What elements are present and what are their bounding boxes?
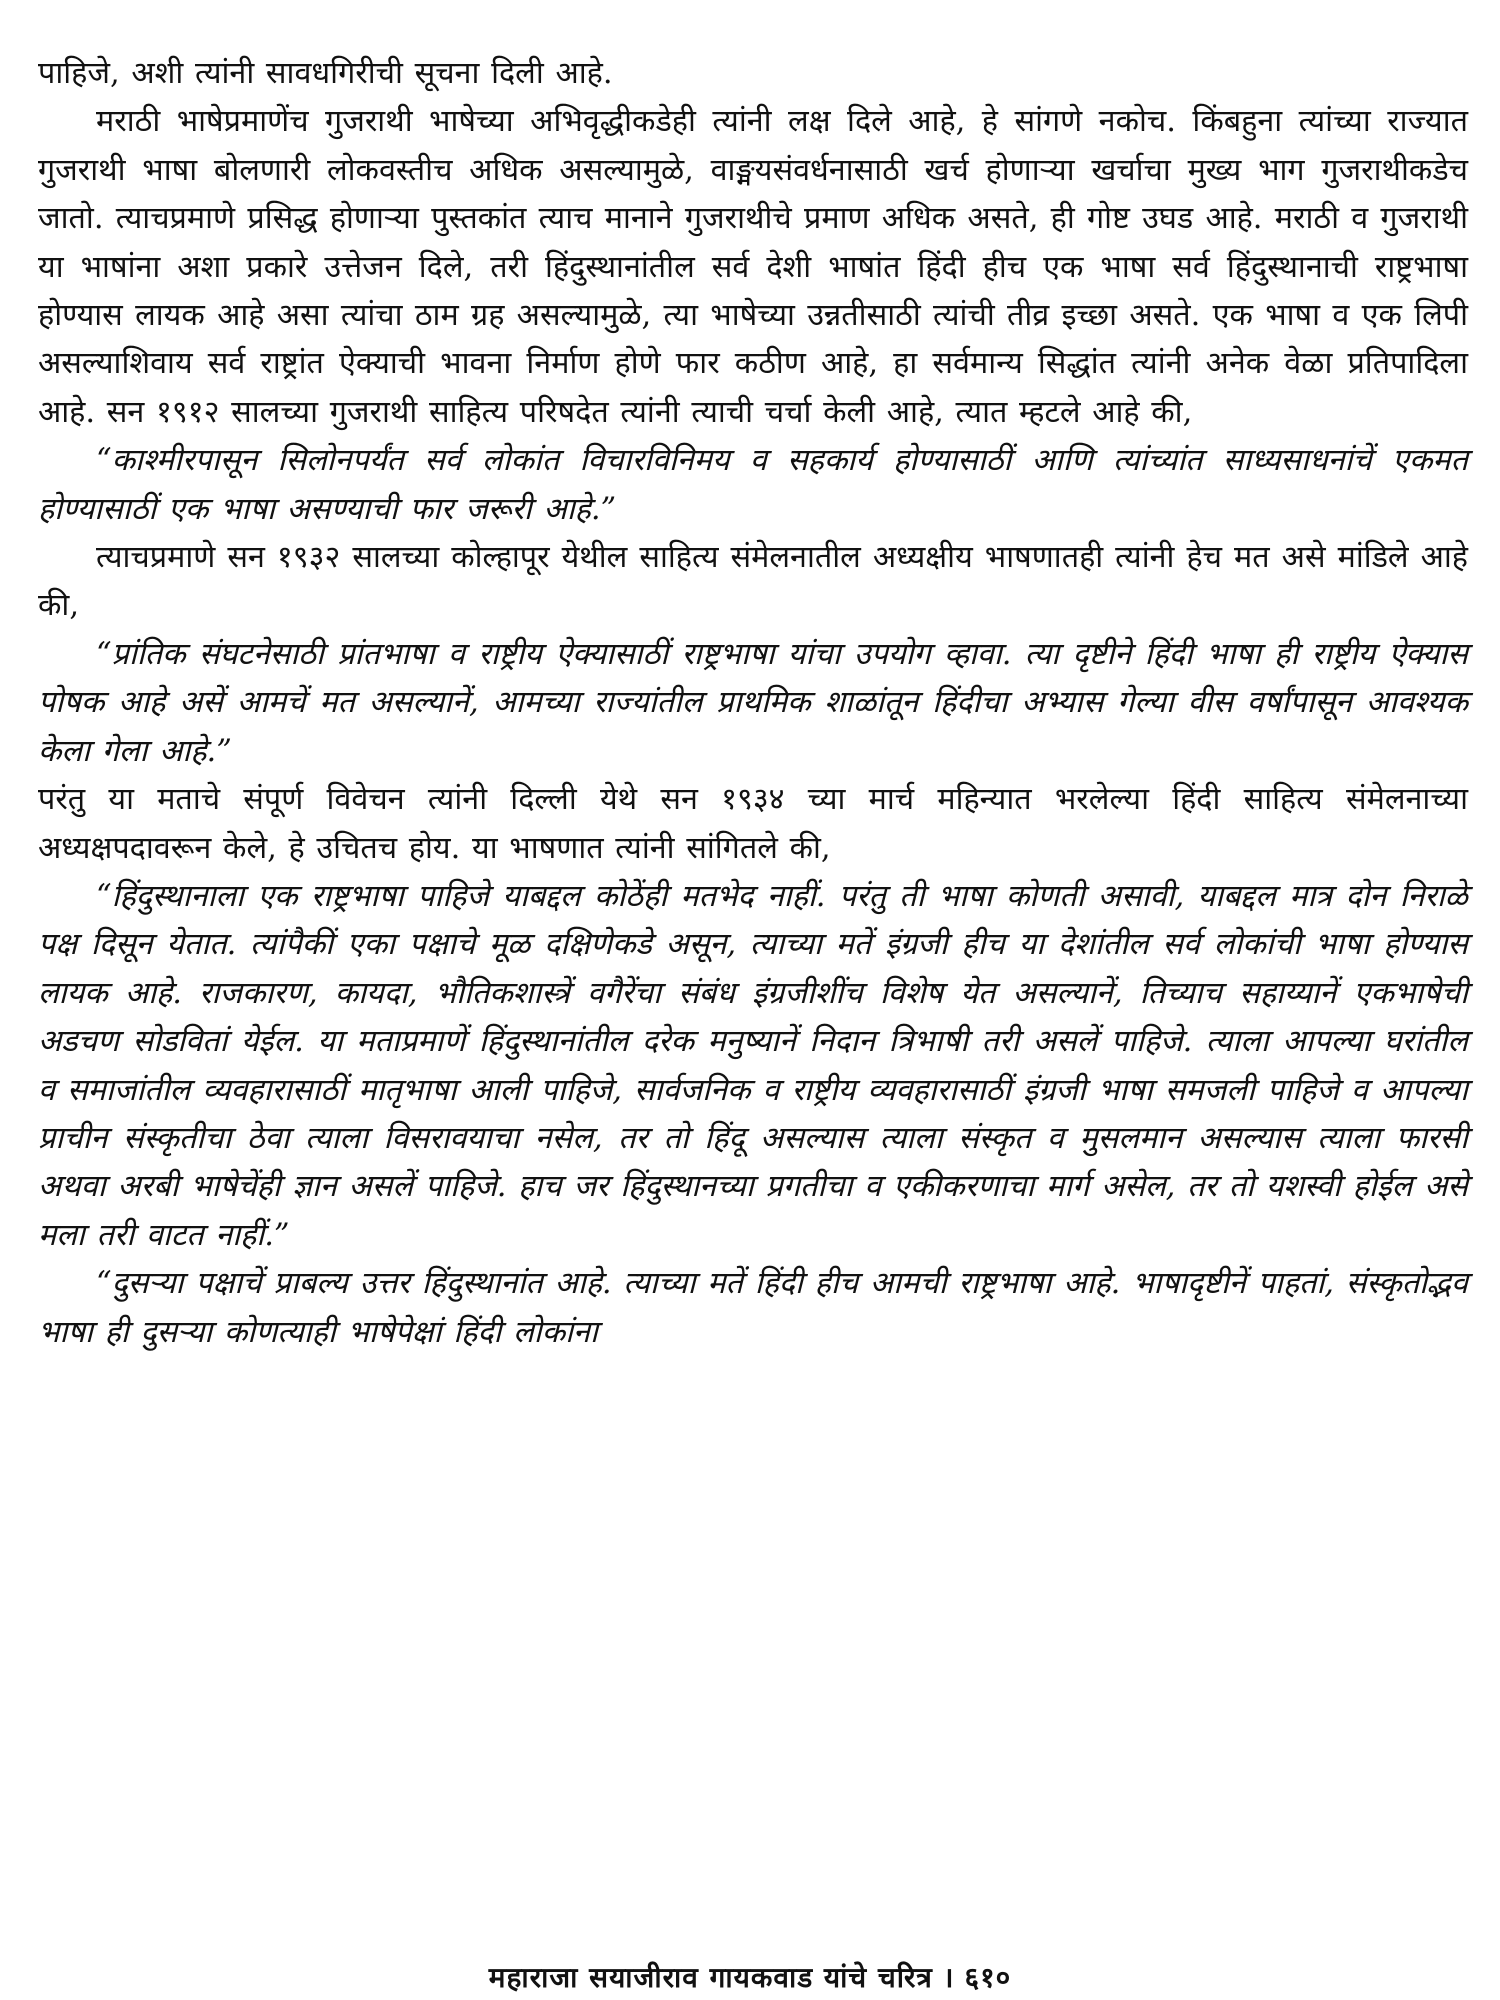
page-body (38, 50, 1468, 1357)
footer-separator: । (942, 1961, 955, 1994)
paragraph-continuation: पाहिजे, अशी त्यांनी सावधगिरीची सूचना दिली आहे. (38, 56, 613, 91)
paragraph-1934-delhi: परंतु या मताचे संपूर्ण विवेचन त्यांनी दिल्ली येथे सन १९३४ च्या मार्च महिन्यात भरलेल्या हिंदी साहित्य संमेलनाच्या अध्यक्षपदावरून केले, हे उचितच होय. या भाषणात त्यांनी सांगितले की, (38, 782, 1468, 866)
quote-1912: “काश्मीरपासून सिलोनपर्यंत सर्व लोकांत विचारविनिमय व सहकार्य होण्यासाठीं आणि त्यांच्यांत साध्यसाधनांचें एकमत होण्यासाठीं एक भाषा असण्याची फार जरूरी आहे.” (38, 443, 1468, 527)
paragraph-1932-kolhapur: त्याचप्रमाणे सन १९३२ सालच्या कोल्हापूर येथील साहित्य संमेलनातील अध्यक्षीय भाषणातही त्यांनी हेच मत असे मांडिले आहे की, (38, 540, 1468, 624)
page-footer (0, 1958, 1500, 1996)
quote-1934-second-party: “दुसऱ्या पक्षाचें प्राबल्य उत्तर हिंदुस्थानांत आहे. त्याच्या मतें हिंदी हीच आमची राष्ट्रभाषा आहे. भाषादृष्टीनें पाहतां, संस्कृतोद्भव भाषा ही दुसऱ्या कोणत्याही भाषेपेक्षां हिंदी लोकांना (38, 1266, 1468, 1350)
paragraph-gujarati-hindi: मराठी भाषेप्रमाणेंच गुजराथी भाषेच्या अभिवृद्धीकडेही त्यांनी लक्ष दिले आहे, हे सांगणे नकोच. किंबहुना त्यांच्या राज्यात गुजराथी भाषा बोलणारी लोकवस्तीच अधिक असल्यामुळे, वाङ्मयसंवर्धनासाठी खर्च होणाऱ्या खर्चाचा मुख्य भाग गुजराथीकडेच जातो. त्याचप्रमाणे प्रसिद्ध होणाऱ्या पुस्तकांत त्याच मानाने गुजराथीचे प्रमाण अधिक असते, ही गोष्ट उघड आहे. मराठी व गुजराथी या भाषांना अशा प्रकारे उत्तेजन दिले, तरी हिंदुस्थानांतील सर्व देशी भाषांत हिंदी हीच एक भाषा सर्व हिंदुस्थानाची राष्ट्रभाषा होण्यास लायक आहे असा त्यांचा ठाम ग्रह असल्यामुळे, त्या भाषेच्या उन्नतीसाठी त्यांची तीव्र इच्छा असते. एक भाषा व एक लिपी असल्याशिवाय सर्व राष्ट्रांत ऐक्याची भावना निर्माण होणे फार कठीण आहे, हा सर्वमान्य सिद्धांत त्यांनी अनेक वेळा प्रतिपादिला आहे. सन १९१२ सालच्या गुजराथी साहित्य परिषदेत त्यांनी त्याची चर्चा केली आहे, त्यात म्हटले आहे की, (38, 104, 1468, 430)
quote-1934-first-party: “हिंदुस्थानाला एक राष्ट्रभाषा पाहिजे याबद्दल कोठेंही मतभेद नाहीं. परंतु ती भाषा कोणती असावी, याबद्दल मात्र दोन निराळे पक्ष दिसून येतात. त्यांपैकीं एका पक्षाचे मूळ दक्षिणेकडे असून, त्याच्या मतें इंग्रजी हीच या देशांतील सर्व लोकांची भाषा होण्यास लायक आहे. राजकारण, कायदा, भौतिकशास्त्रें वगैरेंचा संबंध इंग्रजीशींच विशेष येत असल्यानें, तिच्याच सहाय्यानें एकभाषेची अडचण सोडवितां येईल. या मताप्रमाणें हिंदुस्थानांतील दरेक मनुष्यानें निदान त्रिभाषी तरी असलें पाहिजे. त्याला आपल्या घरांतील व समाजांतील व्यवहारासाठीं मातृभाषा आली पाहिजे, सार्वजनिक व राष्ट्रीय व्यवहारासाठीं इंग्रजी भाषा समजली पाहिजे व आपल्या प्राचीन संस्कृतीचा ठेवा त्याला विसरावयाचा नसेल, तर तो हिंदू असल्यास त्याला संस्कृत व मुसलमान असल्यास त्याला फारसी अथवा अरबी भाषेचेंही ज्ञान असलें पाहिजे. हाच जर हिंदुस्थानच्या प्रगतीचा व एकीकरणाचा मार्ग असेल, तर तो यशस्वी होईल असे मला तरी वाटत नाहीं.” (38, 878, 1468, 1253)
page-number: ६१० (964, 1961, 1012, 1994)
quote-1932: “प्रांतिक संघटनेसाठी प्रांतभाषा व राष्ट्रीय ऐक्यासाठीं राष्ट्रभाषा यांचा उपयोग व्हावा. त्या दृष्टीने हिंदी भाषा ही राष्ट्रीय ऐक्यास पोषक आहे असें आमचें मत असल्यानें, आमच्या राज्यांतील प्राथमिक शाळांतून हिंदीचा अभ्यास गेल्या वीस वर्षांपासून आवश्यक केला गेला आहे.” (38, 636, 1468, 769)
footer-book-title: महाराजा सयाजीराव गायकवाड यांचे चरित्र (488, 1961, 933, 1994)
